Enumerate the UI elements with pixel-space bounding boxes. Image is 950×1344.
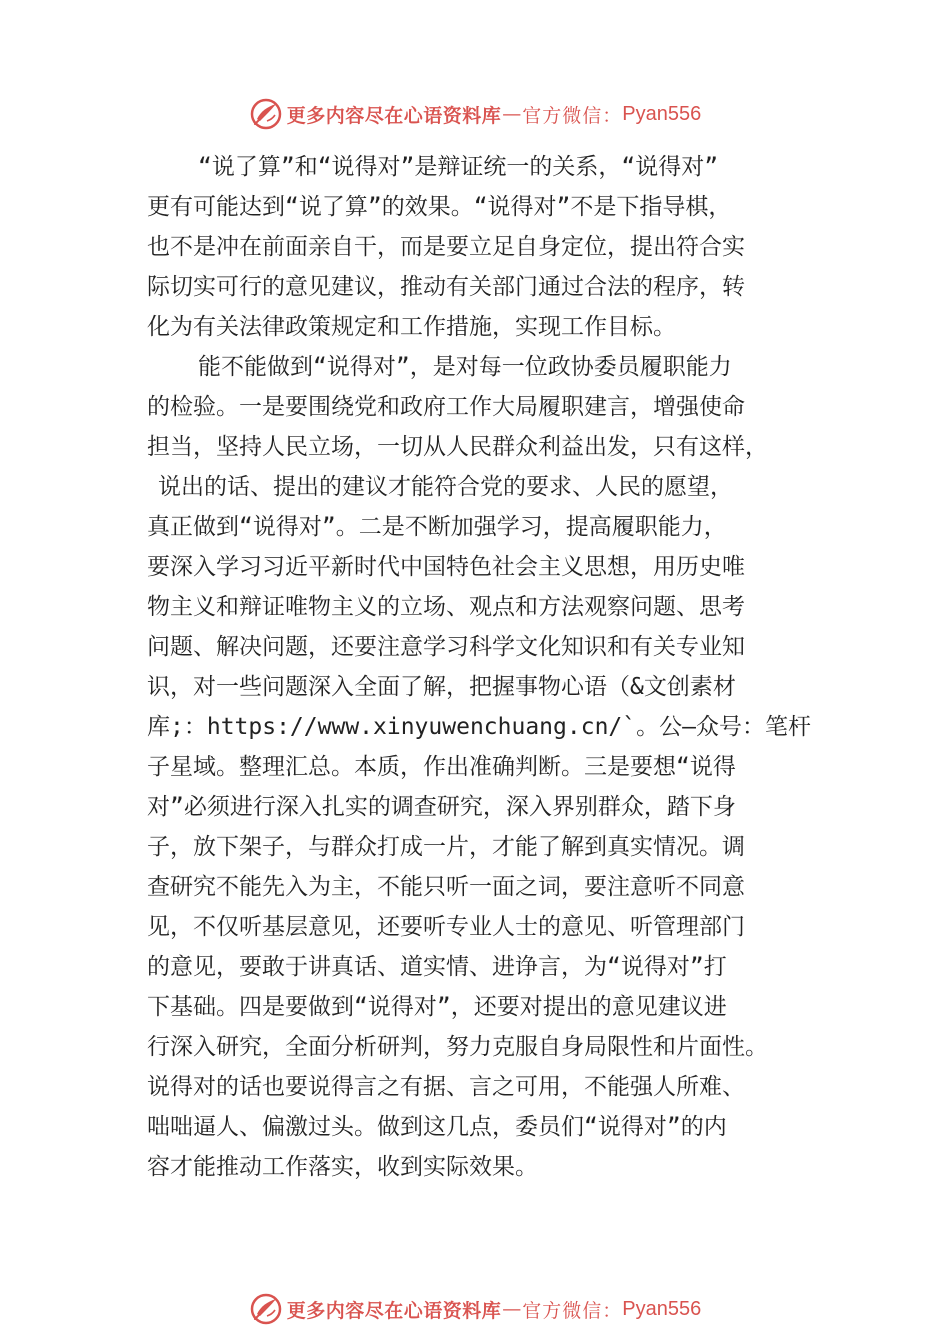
text-line: 问题、解决问题，还要注意学习科学文化知识和有关专业知: [147, 634, 745, 660]
text-line: 物主义和辩证唯物主义的立场、观点和方法观察问题、思考: [147, 594, 745, 620]
text-line: 际切实可行的意见建议，推动有关部门通过合法的程序，转: [147, 274, 745, 300]
text-line: 子星域。整理汇总。本质，作出准确判断。三是要想“说得: [147, 754, 736, 780]
pen-seal-logo-icon: [249, 1292, 283, 1326]
text-line: 子，放下架子，与群众打成一片，才能了解到真实情况。调: [147, 834, 745, 860]
text-line: 要深入学习习近平新时代中国特色社会主义思想，用历史唯: [147, 554, 745, 580]
text-line: 容才能推动工作落实，收到实际效果。: [147, 1154, 538, 1180]
banner-wechat-label: 官方微信：: [522, 1299, 623, 1322]
text-line: 说得对的话也要说得言之有据、言之可用，不能强人所难、: [147, 1074, 745, 1100]
text-line: 说出的话、提出的建议才能符合党的要求、人民的愿望，: [158, 474, 733, 500]
banner-wechat-label: 官方微信：: [522, 104, 623, 127]
text-line: 下基础。四是要做到“说得对”，还要对提出的意见建议进: [147, 994, 727, 1020]
banner-library-text: 更多内容尽在心语资料库: [286, 1299, 502, 1322]
header-watermark-banner: [0, 92, 950, 136]
text-line: 识，对一些问题深入全面了解，把握事物心语（&文创素材: [147, 674, 736, 700]
text-line: 更有可能达到“说了算”的效果。“说得对”不是下指导棋，: [147, 194, 732, 220]
footer-watermark-banner: [0, 1287, 950, 1331]
text-line: 见，不仅听基层意见，还要听专业人士的意见、听管理部门: [147, 914, 745, 940]
banner-dash: —: [502, 103, 522, 125]
text-line: 也不是冲在前面亲自干，而是要立足自身定位，提出符合实: [147, 234, 745, 260]
text-line: 化为有关法律政策规定和工作措施，实现工作目标。: [147, 314, 676, 340]
text-line: 担当，坚持人民立场，一切从人民群众利益出发，只有这样，: [147, 434, 768, 460]
text-line: 的意见，要敢于讲真话、道实情、进诤言，为“说得对”打: [147, 954, 727, 980]
text-line: 查研究不能先入为主，不能只听一面之词，要注意听不同意: [147, 874, 745, 900]
text-line: 能不能做到“说得对”，是对每一位政协委员履职能力: [198, 354, 732, 380]
text-line: 的检验。一是要围绕党和政府工作大局履职建言，增强使命: [147, 394, 745, 420]
text-line: 咄咄逼人、偏激过头。做到这几点，委员们“说得对”的内: [147, 1114, 727, 1140]
text-line: 真正做到“说得对”。二是不断加强学习，提高履职能力，: [147, 514, 727, 540]
text-line: 对”必须进行深入扎实的调查研究，深入界别群众，踏下身: [147, 794, 736, 820]
text-line: “说了算”和“说得对”是辩证统一的关系，“说得对”: [198, 154, 719, 180]
banner-library-text: 更多内容尽在心语资料库: [286, 104, 502, 127]
text-line: 库;：https://www.xinyuwenchuang.cn/`。公—众号：笔杆: [147, 714, 811, 740]
banner-wechat-id: Pyan556: [622, 102, 702, 125]
pen-seal-logo-icon: [249, 97, 283, 131]
banner-dash: —: [502, 1298, 522, 1320]
text-line: 行深入研究，全面分析研判，努力克服自身局限性和片面性。: [147, 1034, 768, 1060]
banner-wechat-id: Pyan556: [622, 1297, 702, 1320]
